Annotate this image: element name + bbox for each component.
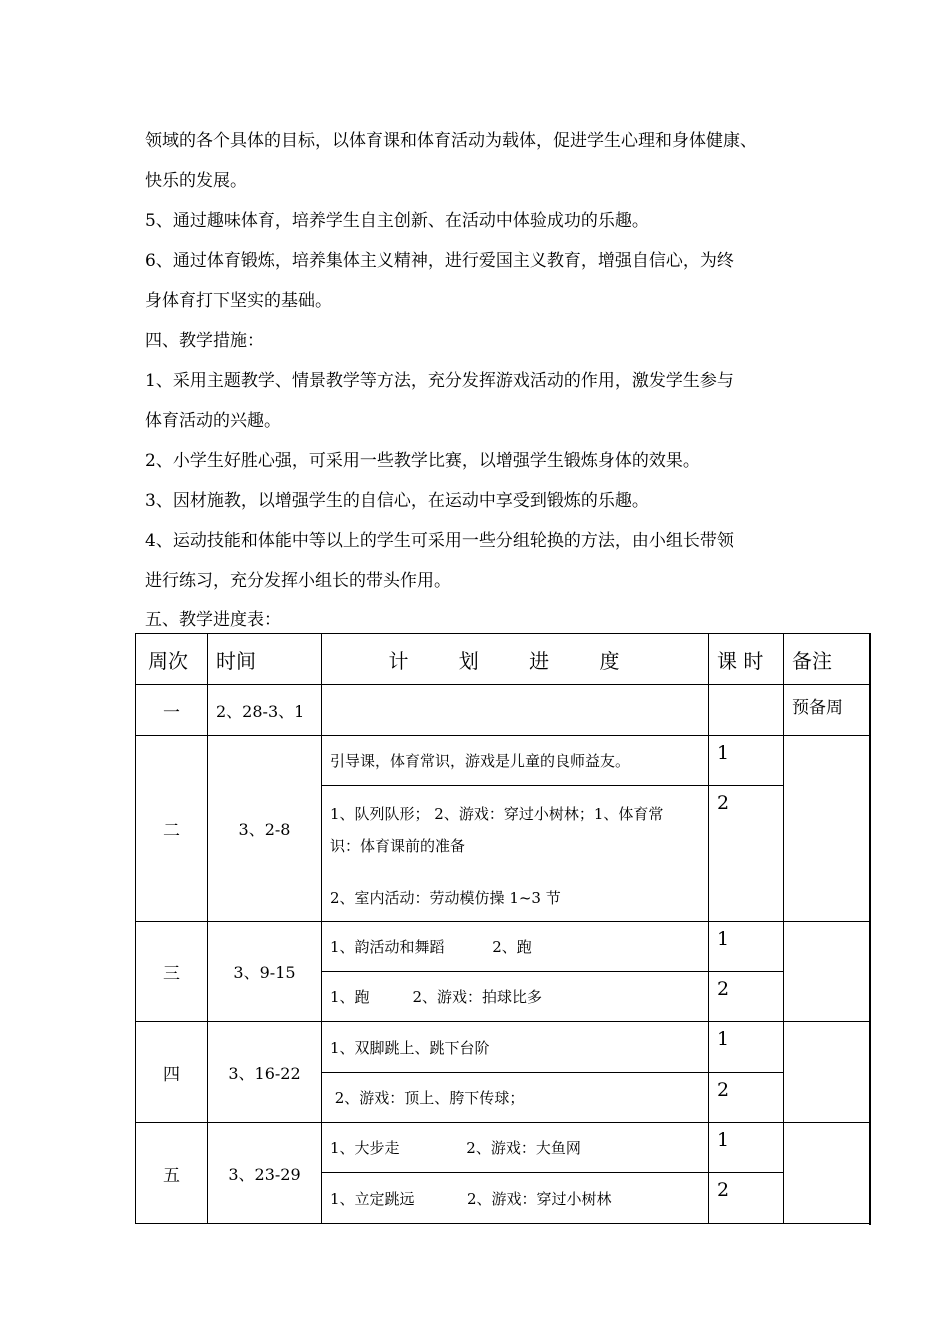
- section-heading: 五、教学进度表：: [145, 610, 281, 630]
- hours-cell: 1: [709, 1022, 784, 1073]
- plan-cell: 1、立定跳远 2、游戏：穿过小树林: [322, 1173, 709, 1224]
- note-cell: [784, 736, 870, 922]
- hours-cell: 1: [709, 736, 784, 786]
- plan-line: 1、队列队形； 2、游戏：穿过小树林；1、体育常: [330, 805, 664, 823]
- paragraph: 5、通过趣味体育，培养学生自主创新、在活动中体验成功的乐趣。: [145, 211, 649, 231]
- header-plan: 计 划 进 度: [322, 634, 709, 685]
- hours-cell: 2: [709, 972, 784, 1022]
- table-row: [136, 736, 870, 786]
- header-hours: 课 时: [709, 634, 784, 685]
- plan-cell: 1、大步走 2、游戏：大鱼网: [322, 1123, 709, 1173]
- header-note: 备注: [784, 634, 870, 685]
- plan-line: 2、室内活动：劳动模仿操 1~3 节: [330, 889, 561, 907]
- paragraph: 身体育打下坚实的基础。: [145, 291, 332, 311]
- header-week: 周次: [136, 634, 208, 685]
- plan-cell: 1、双脚跳上、跳下台阶: [322, 1022, 709, 1073]
- paragraph: 领域的各个具体的目标，以体育课和体育活动为载体，促进学生心理和身体健康、: [145, 131, 757, 151]
- hours-cell: 2: [709, 1073, 784, 1123]
- week-cell: 三: [136, 922, 208, 1022]
- time-cell: 2、28-3、1: [208, 685, 322, 736]
- note-cell: [784, 1123, 870, 1224]
- plan-cell: 2、游戏：顶上、胯下传球；: [322, 1073, 709, 1123]
- plan-cell: 引导课，体育常识，游戏是儿童的良师益友。: [322, 736, 709, 786]
- week-cell: 二: [136, 736, 208, 922]
- note-cell: [784, 922, 870, 1022]
- week-cell: 四: [136, 1022, 208, 1123]
- table-row: [136, 922, 870, 972]
- time-cell: 3、2-8: [208, 736, 322, 922]
- time-cell: 3、16-22: [208, 1022, 322, 1123]
- table-row: [136, 1022, 870, 1073]
- time-cell: 3、9-15: [208, 922, 322, 1022]
- time-cell: 3、23-29: [208, 1123, 322, 1224]
- header-time: 时间: [208, 634, 322, 685]
- paragraph: 快乐的发展。: [145, 171, 247, 191]
- paragraph: 进行练习，充分发挥小组长的带头作用。: [145, 571, 451, 591]
- plan-cell: [322, 685, 709, 736]
- note-cell: [784, 1022, 870, 1123]
- week-cell: 一: [136, 685, 208, 736]
- schedule-table: [135, 633, 870, 1224]
- section-heading: 四、教学措施：: [145, 331, 264, 351]
- hours-cell: 1: [709, 922, 784, 972]
- paragraph: 6、通过体育锻炼，培养集体主义精神，进行爱国主义教育，增强自信心，为终: [145, 251, 734, 271]
- paragraph: 2、小学生好胜心强，可采用一些教学比赛，以增强学生锻炼身体的效果。: [145, 451, 700, 471]
- note-cell: 预备周: [784, 685, 870, 736]
- hours-cell: 2: [709, 786, 784, 922]
- plan-line: 识：体育课前的准备: [330, 837, 466, 855]
- table-row: [136, 1123, 870, 1173]
- hours-cell: 1: [709, 1123, 784, 1173]
- plan-cell: 1、韵活动和舞蹈 2、跑: [322, 922, 709, 972]
- table-right-border: [869, 633, 871, 1225]
- paragraph: 体育活动的兴趣。: [145, 411, 281, 431]
- paragraph: 4、运动技能和体能中等以上的学生可采用一些分组轮换的方法，由小组长带领: [145, 531, 734, 551]
- hours-cell: 2: [709, 1173, 784, 1224]
- hours-cell: [709, 685, 784, 736]
- plan-cell: [322, 786, 709, 922]
- paragraph: 1、采用主题教学、情景教学等方法，充分发挥游戏活动的作用，激发学生参与: [145, 371, 734, 391]
- plan-cell: 1、跑 2、游戏：拍球比多: [322, 972, 709, 1022]
- paragraph: 3、因材施教，以增强学生的自信心，在运动中享受到锻炼的乐趣。: [145, 491, 649, 511]
- table-row: [136, 685, 870, 736]
- week-cell: 五: [136, 1123, 208, 1224]
- table-header-row: [136, 634, 870, 685]
